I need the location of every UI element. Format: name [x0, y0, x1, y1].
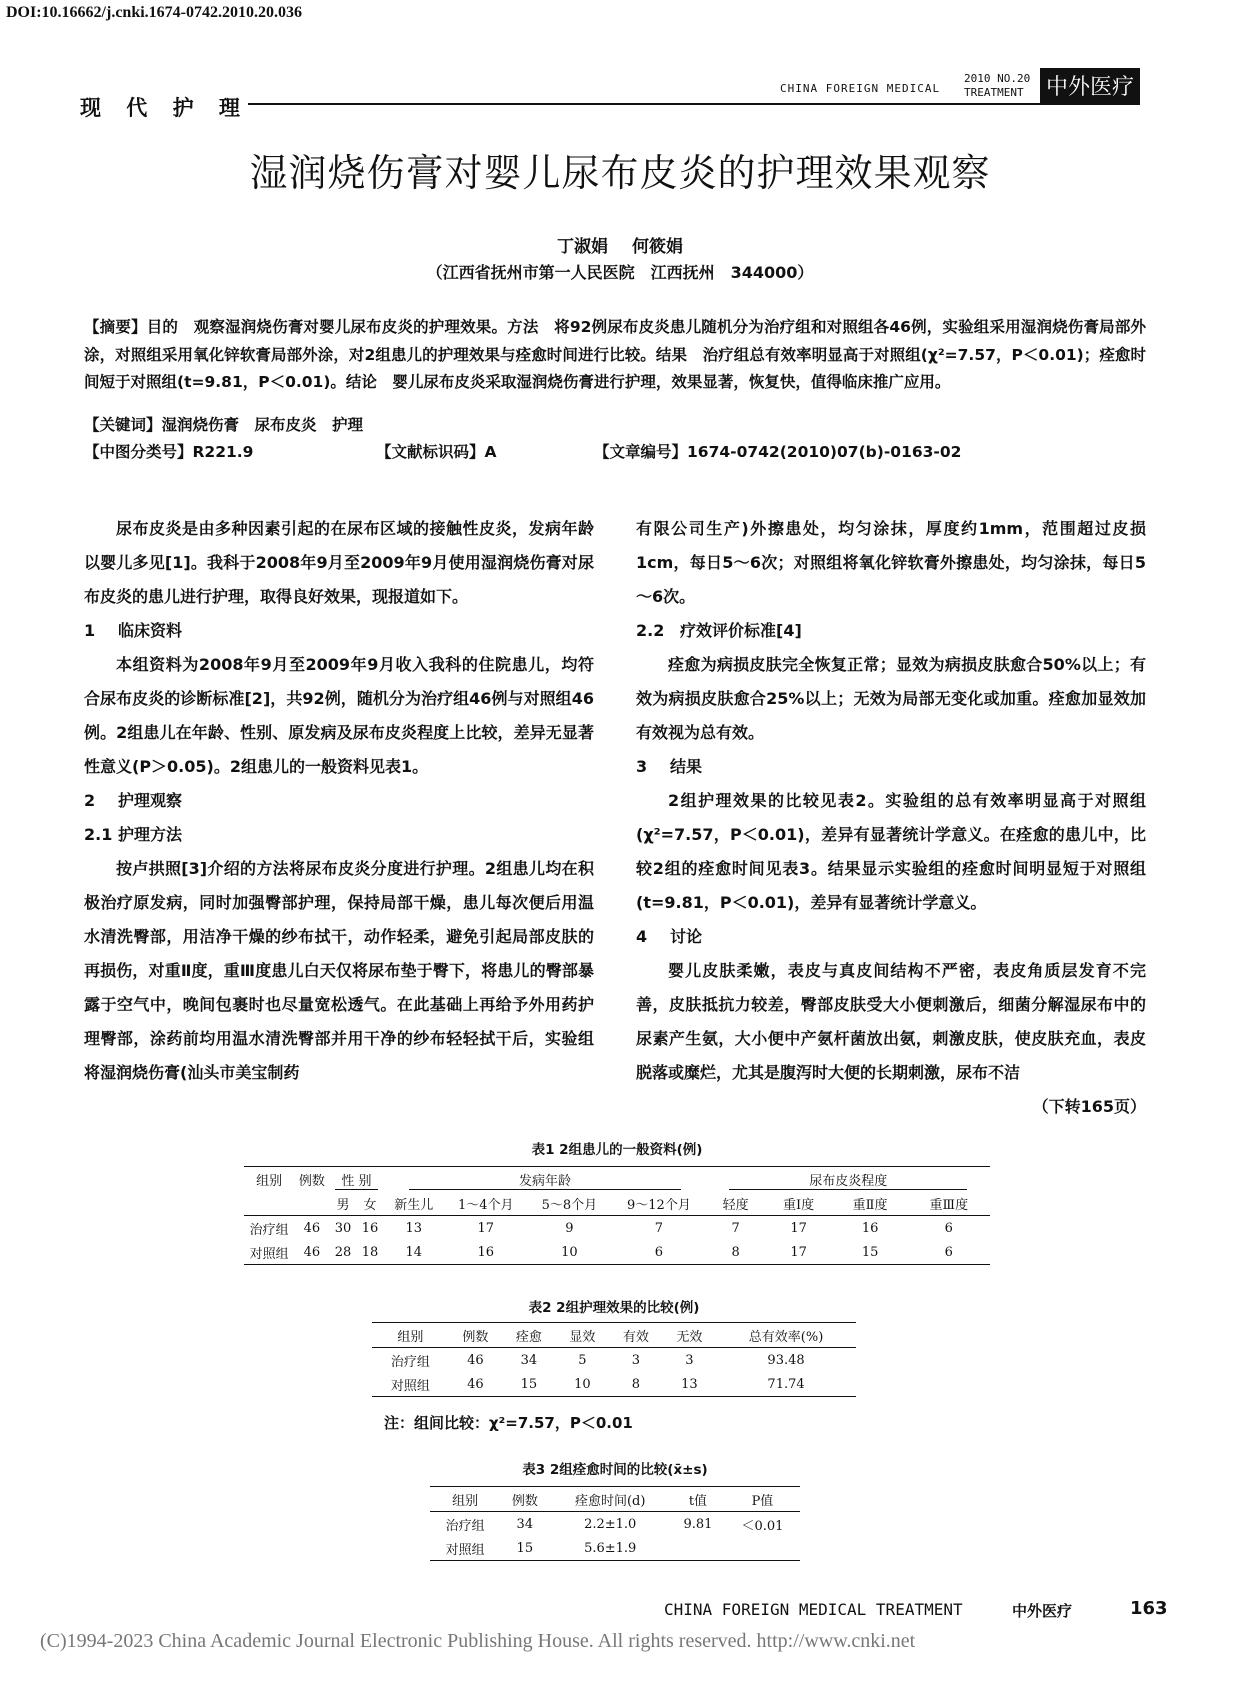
journal-year: 2010 NO.20	[964, 72, 1031, 85]
table-row: 对照组 15 5.6±1.9	[445, 1540, 637, 1558]
table-header: 尿布皮炎程度	[729, 1174, 967, 1190]
table-header: 总有效率(%)	[716, 1323, 856, 1348]
table-header: t值	[671, 1487, 725, 1512]
table-subheader: 重Ⅲ度	[908, 1191, 990, 1216]
table-subheader: 轻度	[707, 1191, 765, 1216]
table-subheader: 重Ⅰ度	[765, 1191, 833, 1216]
paragraph: 痊愈为病损皮肤完全恢复正常；显效为病损皮肤愈合50%以上；有效为病损皮肤愈合25%以上；无效为局部无变化或加重。痊愈加显效加有效视为总有效。	[636, 655, 1146, 742]
article-number: 【文章编号】1674-0742(2010)07(b)-0163-02	[594, 443, 962, 461]
table-header: 例数	[298, 1173, 325, 1189]
body-column-right	[636, 512, 1146, 1124]
abstract: 【摘要】目的 观察湿润烧伤膏对婴儿尿布皮炎的护理效果。方法 将92例尿布皮炎患儿随机分为治疗组和对照组各46例，实验组采用湿润烧伤膏局部外涂，对照组采用氧化锌软膏局部外涂，对2组患儿的护理效果与痊愈时间进行比较。结果 治疗组总有效率明显高于对照组(χ²=7.57，P＜0.01)；痊愈时间短于对照组(t=9.81，P＜0.01)。结论 婴儿尿布皮炎采取湿润烧伤膏进行护理，效果显著，恢复快，值得临床推广应用。	[84, 318, 1146, 391]
journal-treatment: TREATMENT	[964, 86, 1024, 99]
table-header: 痊愈时间(d)	[549, 1487, 671, 1512]
table-row: 治疗组 46 30 16 13 17 9 7 7 17 16 6	[249, 1220, 953, 1238]
table-header: 组别	[372, 1323, 449, 1348]
table3-caption: 表3 2组痊愈时间的比较(x̄±s)	[522, 1462, 708, 1478]
heading-2-2: 2.2 疗效评价标准[4]	[636, 621, 802, 640]
continued-note: （下转165页）	[1032, 1097, 1146, 1116]
table-header: 显效	[556, 1323, 609, 1348]
table-header: 例数	[449, 1323, 502, 1348]
table-header: 痊愈	[502, 1323, 555, 1348]
heading-2-1: 2.1 护理方法	[84, 825, 183, 844]
table-header: 无效	[663, 1323, 716, 1348]
table1	[244, 1166, 990, 1265]
table1-caption: 表1 2组患儿的一般资料(例)	[531, 1142, 703, 1158]
paragraph: 尿布皮炎是由多种因素引起的在尿布区域的接触性皮炎，发病年龄以婴儿多见[1]。我科于2008年9月至2009年9月使用湿润烧伤膏对尿布皮炎的患儿进行护理，取得良好效果，现报道如下。	[84, 519, 594, 606]
table-row: 对照组 46 28 18 14 16 10 6 8 17 15 6	[249, 1244, 953, 1262]
table-row: 治疗组 34 2.2±1.0 9.81 ＜0.01	[445, 1516, 784, 1534]
affiliation: （江西省抚州市第一人民医院 江西抚州 344000）	[426, 263, 814, 282]
table-subheader: 重Ⅱ度	[833, 1191, 908, 1216]
table-subheader: 1～4个月	[444, 1191, 528, 1216]
heading-1: 1 临床资料	[84, 621, 183, 640]
table-row: 对照组 46 15 10 8 13 71.74	[390, 1376, 805, 1394]
heading-2: 2 护理观察	[84, 791, 183, 810]
journal-name-en: CHINA FOREIGN MEDICAL	[780, 82, 941, 95]
table-subheader: 新生儿	[384, 1191, 444, 1216]
paragraph: 按卢拱照[3]介绍的方法将尿布皮炎分度进行护理。2组患儿均在积极治疗原发病，同时加强臀部护理，保持局部干燥，患儿每次便后用温水清洗臀部，用洁净干燥的纱布拭干，动作轻柔，避免引起局部皮肤的再损伤，对重Ⅱ度，重Ⅲ度患儿白天仅将尿布垫于臀下，将患儿的臀部暴露于空气中，晚间包裹时也尽量宽松透气。在此基础上再给予外用药护理臀部，涂药前均用温水清洗臀部并用干净的纱布轻轻拭干后，实验组将湿润烧伤膏(汕头市美宝制药	[84, 859, 594, 1082]
table-header: 有效	[609, 1323, 662, 1348]
paragraph: 本组资料为2008年9月至2009年9月收入我科的住院患儿，均符合尿布皮炎的诊断标准[2]，共92例，随机分为治疗组46例与对照组46例。2组患儿在年龄、性别、原发病及尿布皮炎程度上比较，差异无显著性意义(P＞0.05)。2组患儿的一般资料见表1。	[84, 655, 594, 776]
table-subheader: 5～8个月	[528, 1191, 612, 1216]
clc-number: 【中图分类号】R221.9	[84, 443, 254, 461]
article-title: 湿润烧伤膏对婴儿尿布皮炎的护理效果观察	[249, 151, 991, 195]
body-column-left	[84, 512, 594, 1090]
copyright: (C)1994-2023 China Academic Journal Electronic Publishing House. All rights reserved. http://www.cnki.net	[40, 1630, 916, 1652]
document-code: 【文献标识码】A	[376, 443, 497, 461]
footer-journal-en: CHINA FOREIGN MEDICAL TREATMENT	[664, 1600, 963, 1619]
table-subheader: 女	[356, 1191, 383, 1216]
journal-logo: 中外医疗	[1040, 68, 1140, 103]
heading-3: 3 结果	[636, 757, 703, 776]
table-header: 组别	[256, 1173, 283, 1189]
table-row: 治疗组 46 34 5 3 3 93.48	[390, 1352, 805, 1370]
table-header: 组别	[430, 1487, 500, 1512]
table3	[430, 1486, 800, 1561]
table-subheader: 男	[329, 1191, 356, 1216]
heading-4: 4 讨论	[636, 927, 703, 946]
paragraph: 婴儿皮肤柔嫩，表皮与真皮间结构不严密，表皮角质层发育不完善，皮肤抵抗力较差，臀部皮肤受大小便刺激后，细菌分解湿尿布中的尿素产生氨，大小便中产氨杆菌放出氨，刺激皮肤，使皮肤充血，表皮脱落或糜烂，尤其是腹泻时大便的长期刺激，尿布不洁	[636, 961, 1146, 1082]
header-rule	[248, 103, 1140, 105]
table-header: 性 别	[335, 1174, 377, 1190]
table2	[372, 1322, 856, 1397]
section-title: 现 代 护 理	[80, 96, 249, 120]
table-header: 例数	[500, 1487, 549, 1512]
paragraph: 有限公司生产)外擦患处，均匀涂抹，厚度约1mm，范围超过皮损1cm，每日5～6次；对照组将氧化锌软膏外擦患处，均匀涂抹，每日5～6次。	[636, 519, 1146, 606]
keywords: 【关键词】湿润烧伤膏 尿布皮炎 护理	[84, 416, 364, 434]
table-header: 发病年龄	[409, 1174, 681, 1190]
table2-caption: 表2 2组护理效果的比较(例)	[528, 1300, 700, 1316]
page-number: 163	[1130, 1598, 1168, 1619]
table2-note: 注：组间比较：χ²=7.57，P＜0.01	[384, 1414, 633, 1432]
table-header: P值	[725, 1487, 800, 1512]
footer-journal-cn: 中外医疗	[1012, 1602, 1073, 1620]
authors: 丁淑娟 何筱娟	[557, 237, 683, 257]
paragraph: 2组护理效果的比较见表2。实验组的总有效率明显高于对照组(χ²=7.57，P＜0.01)，差异有显著统计学意义。在痊愈的患儿中，比较2组的痊愈时间见表3。结果显示实验组的痊愈时间明显短于对照组(t=9.81，P＜0.01)，差异有显著统计学意义。	[636, 791, 1146, 912]
table-subheader: 9～12个月	[611, 1191, 706, 1216]
doi: DOI:10.16662/j.cnki.1674-0742.2010.20.036	[6, 4, 302, 21]
